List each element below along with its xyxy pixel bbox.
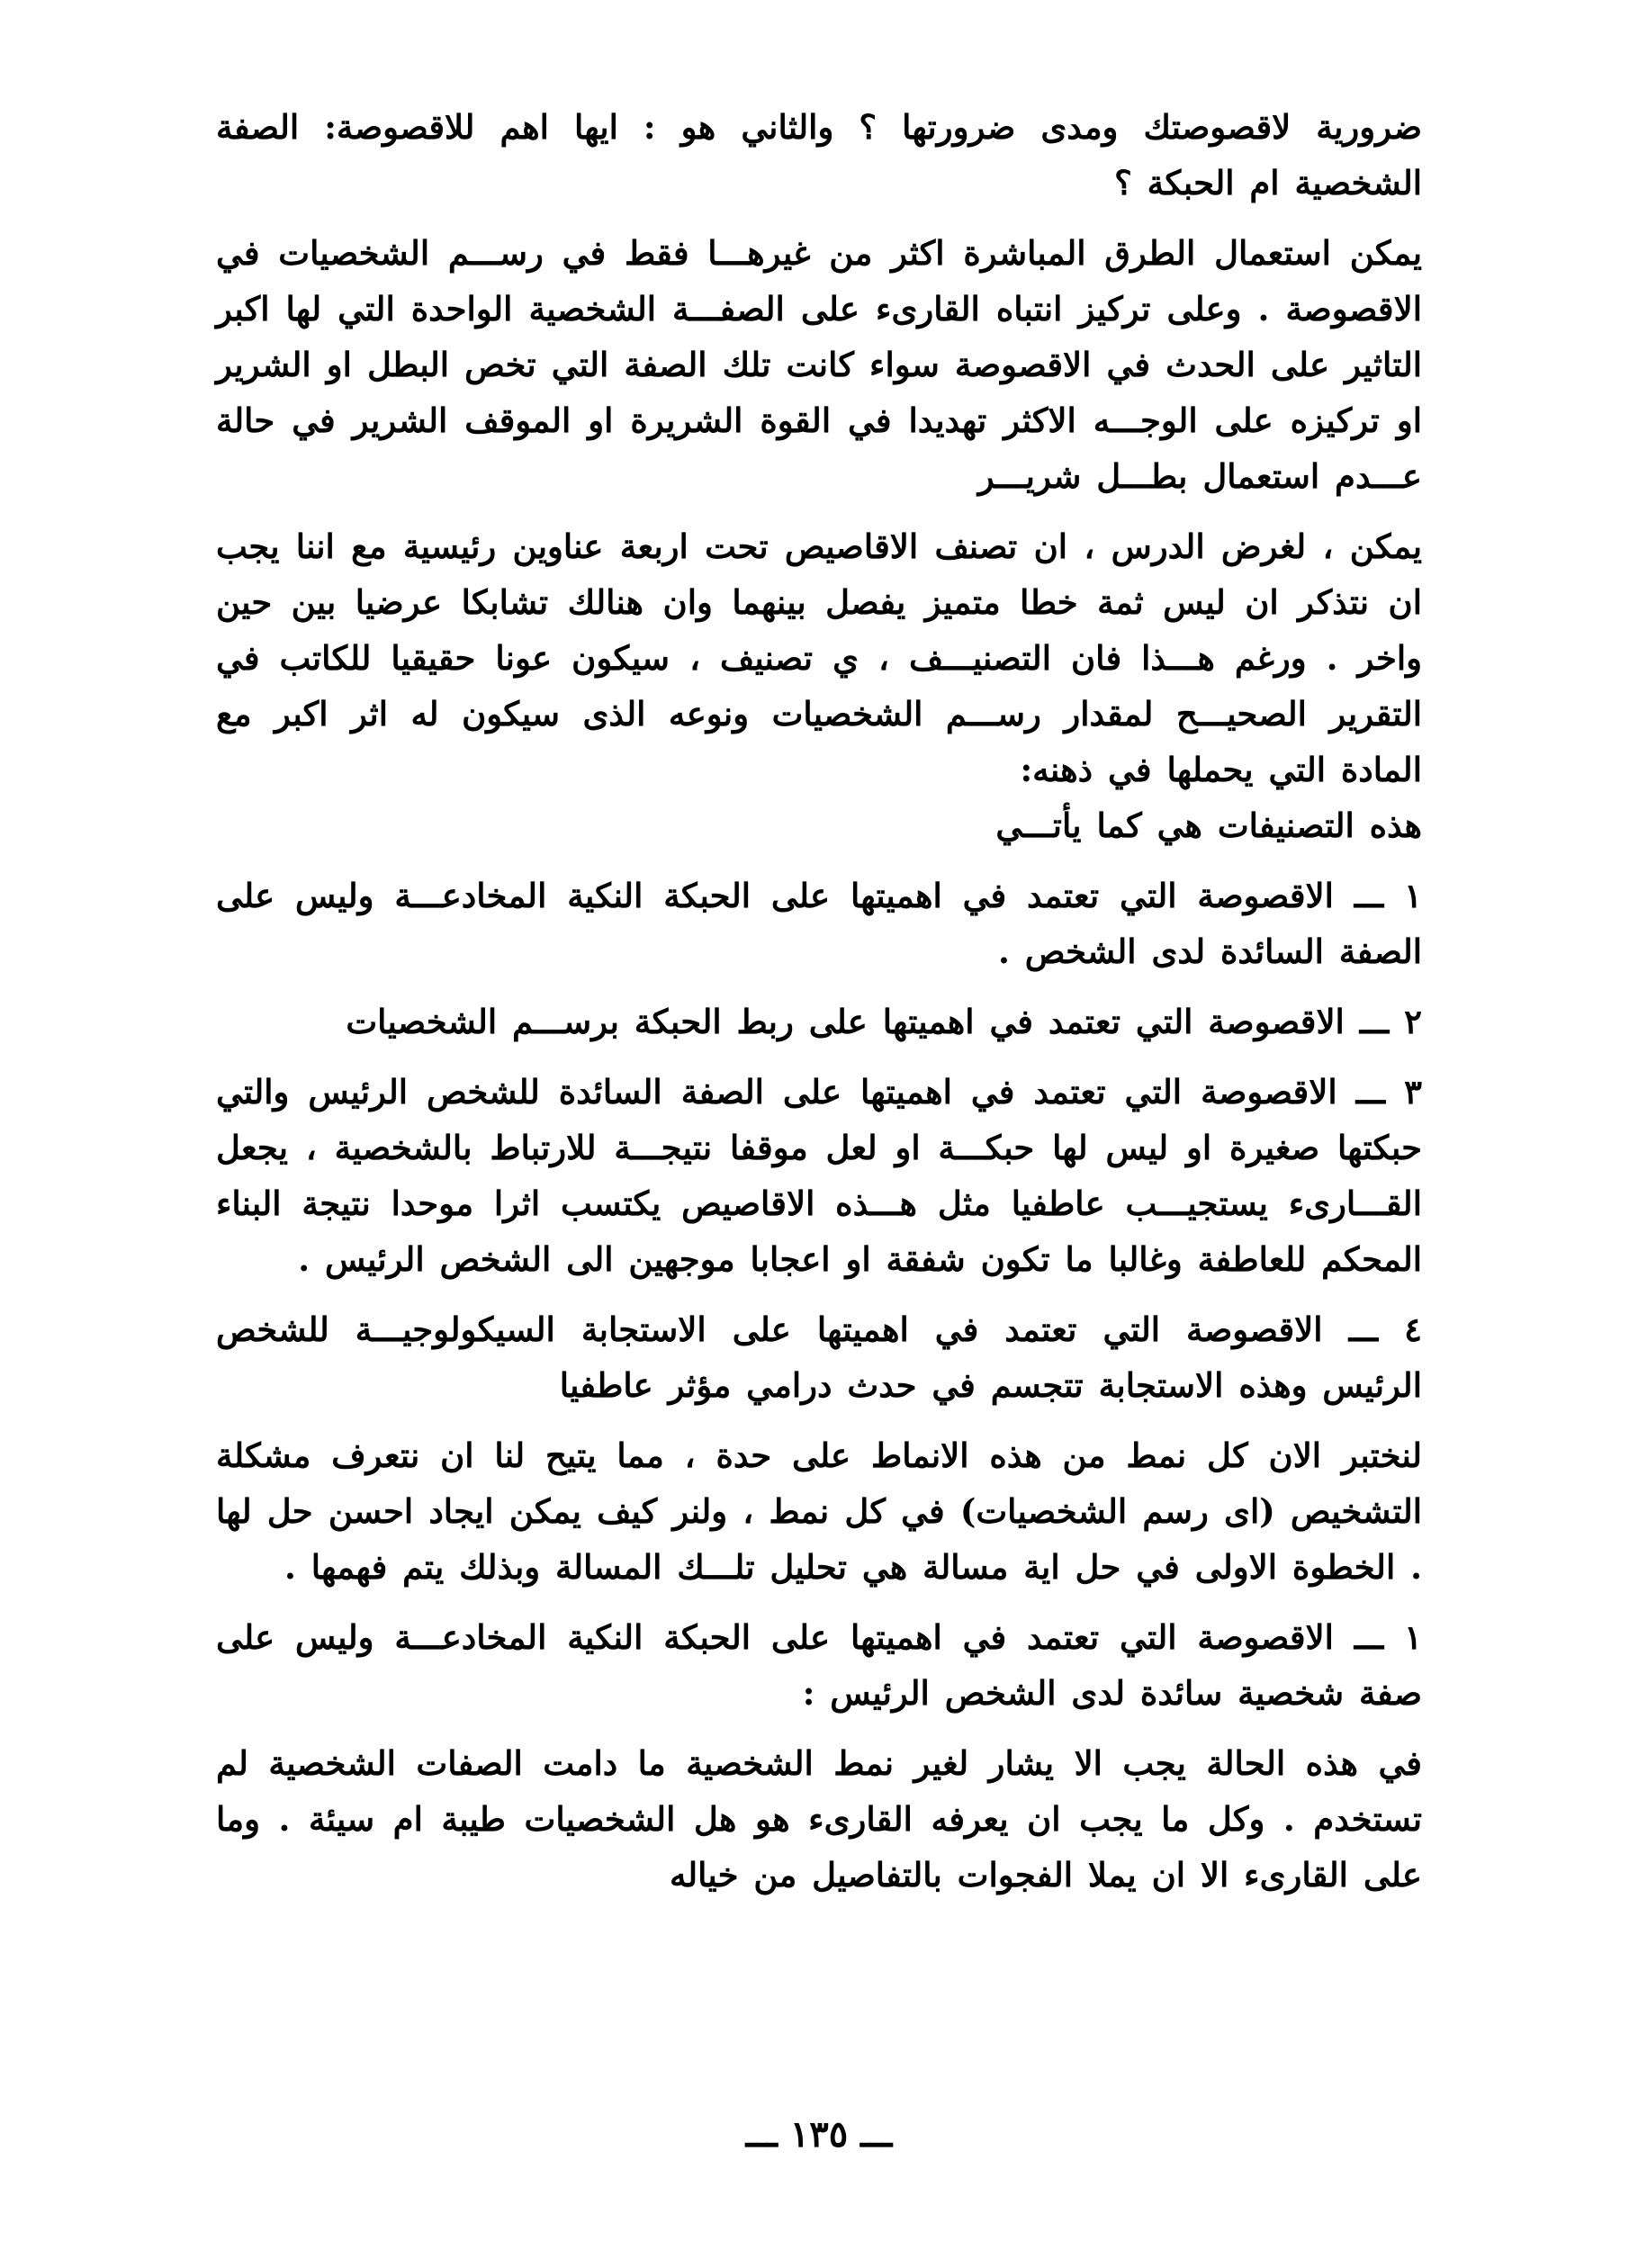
page-number: ـــ ١٣٥ ـــ	[745, 2113, 893, 2156]
list-item-4: ٤ ـــ الاقصوصة التي تعتمد في اهميتها على الاستجابة السيكولوجيـــة للشخص الرئيس وهذه الاستجابة تتجسم في حدث درامي مؤثر عاطفيا	[216, 1310, 1422, 1405]
section-heading-type-1: ١ ـــ الاقصوصة التي تعتمد في اهميتها على الحبكة النكية المخادعـــة وليس على صفة شخصية سائدة لدى الشخص الرئيس :	[216, 1617, 1422, 1713]
paragraph-classification: يمكن ، لغرض الدرس ، ان تصنف الاقاصيص تحت اربعة عناوين رئيسية مع اننا يجب ان نتذكر ان ليس ثمة خطا متميز يفصل بينهما وان هنالك تشابكا عرضيا بين حين واخر . ورغم هـــذا فان التصنيـــف ، ي تصنيف ، سيكون عونا حقيقيا للكاتب في التقرير الصحيـــح لمقدار رســـم الشخصيات ونوعه الذى سيكون له اثر اكبر مع المادة التي يحملها في ذهنه:	[216, 526, 1422, 789]
list-item-3: ٣ ـــ الاقصوصة التي تعتمد في اهميتها على الصفة السائدة للشخص الرئيس والتي حبكتها صغيرة او ليس لها حبكـــة او لعل موقفا نتيجـــة للارتباط بالشخصية ، يجعل القـــارىء يستجيـــب عاطفيا مثل هـــذه الاقاصيص يكتسب اثرا موحدا نتيجة البناء المحكم للعاطفة وغالبا ما تكون شفقة او اعجابا موجهين الى الشخص الرئيس .	[216, 1072, 1422, 1279]
list-item-2: ٢ ـــ الاقصوصة التي تعتمد في اهميتها على ربط الحبكة برســـم الشخصيات	[346, 1002, 1422, 1041]
page-body	[216, 99, 1422, 2169]
paragraph-list-intro: هذه التصنيفات هي كما يأتـــي	[995, 806, 1422, 845]
list-item-1: ١ ـــ الاقصوصة التي تعتمد في اهميتها على الحبكة النكية المخادعـــة وليس على الصفة السائدة لدى الشخص .	[216, 876, 1422, 971]
paragraph-direct-methods: يمكن استعمال الطرق المباشرة اكثر من غيرهـــا فقط في رســـم الشخصيات في الاقصوصة . وعلى تركيز انتباه القارىء على الصفـــة الشخصية الواحدة التي لها اكبر التاثير على الحدث في الاقصوصة سواء كانت تلك الصفة التي تخص البطل او الشرير او تركيزه على الوجـــه الاكثر تهديدا في القوة الشريرة او الموقف الشرير في حالة عـــدم استعمال بطـــل شريـــر	[216, 233, 1422, 496]
paragraph-continuation: ضرورية لاقصوصتك ومدى ضرورتها ؟ والثاني هو : ايها اهم للاقصوصة: الصفة الشخصية ام الحبكة ؟	[216, 107, 1422, 202]
paragraph-analysis: لنختبر الان كل نمط من هذه الانماط على حدة ، مما يتيح لنا ان نتعرف مشكلة التشخيص (اى رسم الشخصيات) في كل نمط ، ولنر كيف يمكن ايجاد احسن حل لها . الخطوة الاولى في حل اية مسالة هي تحليل تلـــك المسالة وبذلك يتم فهمها .	[216, 1436, 1422, 1587]
paragraph-type-1-body: في هذه الحالة يجب الا يشار لغير نمط الشخصية ما دامت الصفات الشخصية لم تستخدم . وكل ما يجب ان يعرفه القارىء هو هل الشخصيات طيبة ام سيئة . وما على القارىء الا ان يملا الفجوات بالتفاصيل من خياله	[216, 1743, 1422, 1894]
